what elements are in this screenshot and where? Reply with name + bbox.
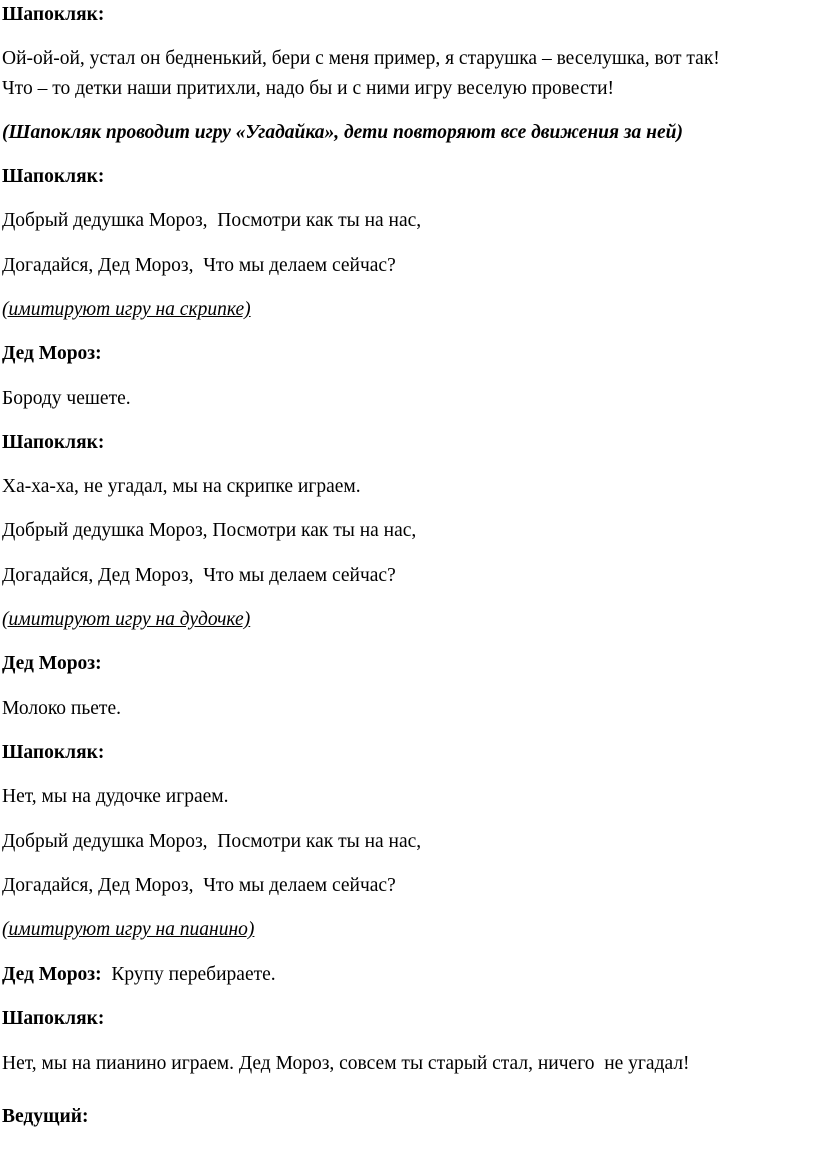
dialogue-line: Добрый дедушка Мороз, Посмотри как ты на нас, [2, 520, 417, 541]
dialogue-line: Ха-ха-ха, не угадал, мы на скрипке играем. [2, 476, 361, 497]
speaker-label: Дед Мороз: [2, 964, 102, 985]
speaker-label: Дед Мороз: [2, 653, 102, 674]
speaker-label: Дед Мороз: [2, 343, 102, 364]
speaker-label: Ведущий: [2, 1106, 89, 1127]
dialogue-line: Нет, мы на пианино играем. Дед Мороз, совсем ты старый стал, ничего не угадал! [2, 1053, 690, 1074]
dialogue-line: Добрый дедушка Мороз, Посмотри как ты на нас, [2, 210, 422, 231]
dialogue-line: Что – то детки наши притихли, надо бы и с ними игру веселую провести! [2, 78, 615, 99]
dialogue-line: Догадайся, Дед Мороз, Что мы делаем сейчас? [2, 255, 396, 276]
dialogue-line: Нет, мы на дудочке играем. [2, 786, 229, 807]
stage-direction: (Шапокляк проводит игру «Угадайка», дети повторяют все движения за ней) [2, 122, 683, 143]
dialogue-line [2, 962, 276, 988]
dialogue-line: Догадайся, Дед Мороз, Что мы делаем сейчас? [2, 875, 396, 896]
stage-direction: (имитируют игру на скрипке) [2, 299, 251, 320]
stage-direction: (имитируют игру на дудочке) [2, 609, 251, 630]
speaker-label: Шапокляк: [2, 166, 105, 187]
dialogue-line: Догадайся, Дед Мороз, Что мы делаем сейчас? [2, 565, 396, 586]
dialogue-line: Ой-ой-ой, устал он бедненький, бери с меня пример, я старушка – веселушка, вот так! [2, 48, 720, 69]
dialogue-text: Крупу перебираете. [101, 964, 276, 985]
speaker-label: Шапокляк: [2, 742, 105, 763]
speaker-label: Шапокляк: [2, 4, 105, 25]
dialogue-line: Добрый дедушка Мороз, Посмотри как ты на нас, [2, 831, 422, 852]
dialogue-line: Молоко пьете. [2, 698, 121, 719]
speaker-label: Шапокляк: [2, 1008, 105, 1029]
dialogue-line: Бороду чешете. [2, 388, 131, 409]
stage-direction: (имитируют игру на пианино) [2, 919, 255, 940]
speaker-label: Шапокляк: [2, 432, 105, 453]
